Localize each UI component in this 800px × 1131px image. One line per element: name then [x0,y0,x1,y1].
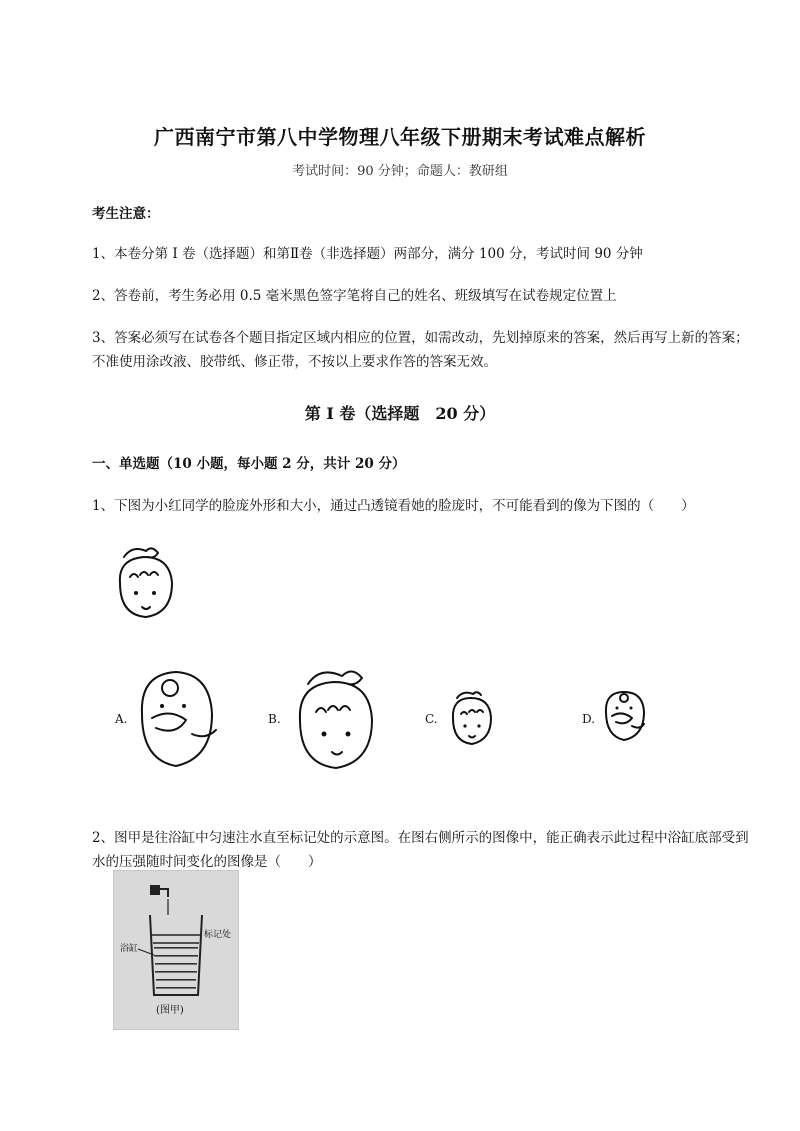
face-reference-image [110,543,182,631]
figure-caption: (图甲) [156,1005,184,1016]
option-a-label: A. [115,712,128,726]
option-a-image [130,664,220,774]
page-title: 广西南宁市第八中学物理八年级下册期末考试难点解析 [154,125,646,149]
option-b-label: B. [268,712,281,726]
part-heading: 一、单选题（10 小题，每小题 2 分，共计 20 分） [92,456,406,472]
option-d-label: D. [582,712,596,726]
mark-label: 标记处 [204,930,232,940]
option-d-image [600,686,648,748]
bathtub-drawing [114,871,238,1029]
notice-item-2: 2、答卷前，考生务必用 0.5 毫米黑色签字笔将自己的姓名、班级填写在试卷规定位置上 [92,288,617,304]
question-1-text: 1、下图为小红同学的脸庞外形和大小，通过凸透镜看她的脸庞时，不可能看到的像为下图的（ ） [92,498,695,514]
notice-heading: 考生注意： [92,206,160,222]
notice-item-3: 3、答案必须写在试卷各个题目指定区域内相应的位置，如需改动，先划掉原来的答案，然后再写上新的答案；不准使用涂改液、胶带纸、修正带，不按以上要求作答的答案无效。 [92,330,749,370]
bathtub-diagram [113,870,239,1030]
exam-info: 考试时间：90 分钟；命题人：教研组 [292,164,508,179]
section-title: 第 I 卷（选择题 20 分） [304,404,496,423]
option-c-image [447,688,497,750]
question-2-text: 2、图甲是往浴缸中匀速注水直至标记处的示意图。在图右侧所示的图像中，能正确表示此过程中浴缸底部受到水的压强随时间变化的图像是（ ） [92,830,749,870]
option-b-image [290,660,380,775]
tub-label: 浴缸 [120,944,139,954]
notice-item-1: 1、本卷分第 I 卷（选择题）和第Ⅱ卷（非选择题）两部分，满分 100 分，考试时间 90 分钟 [92,246,643,262]
option-c-label: C. [425,712,438,726]
